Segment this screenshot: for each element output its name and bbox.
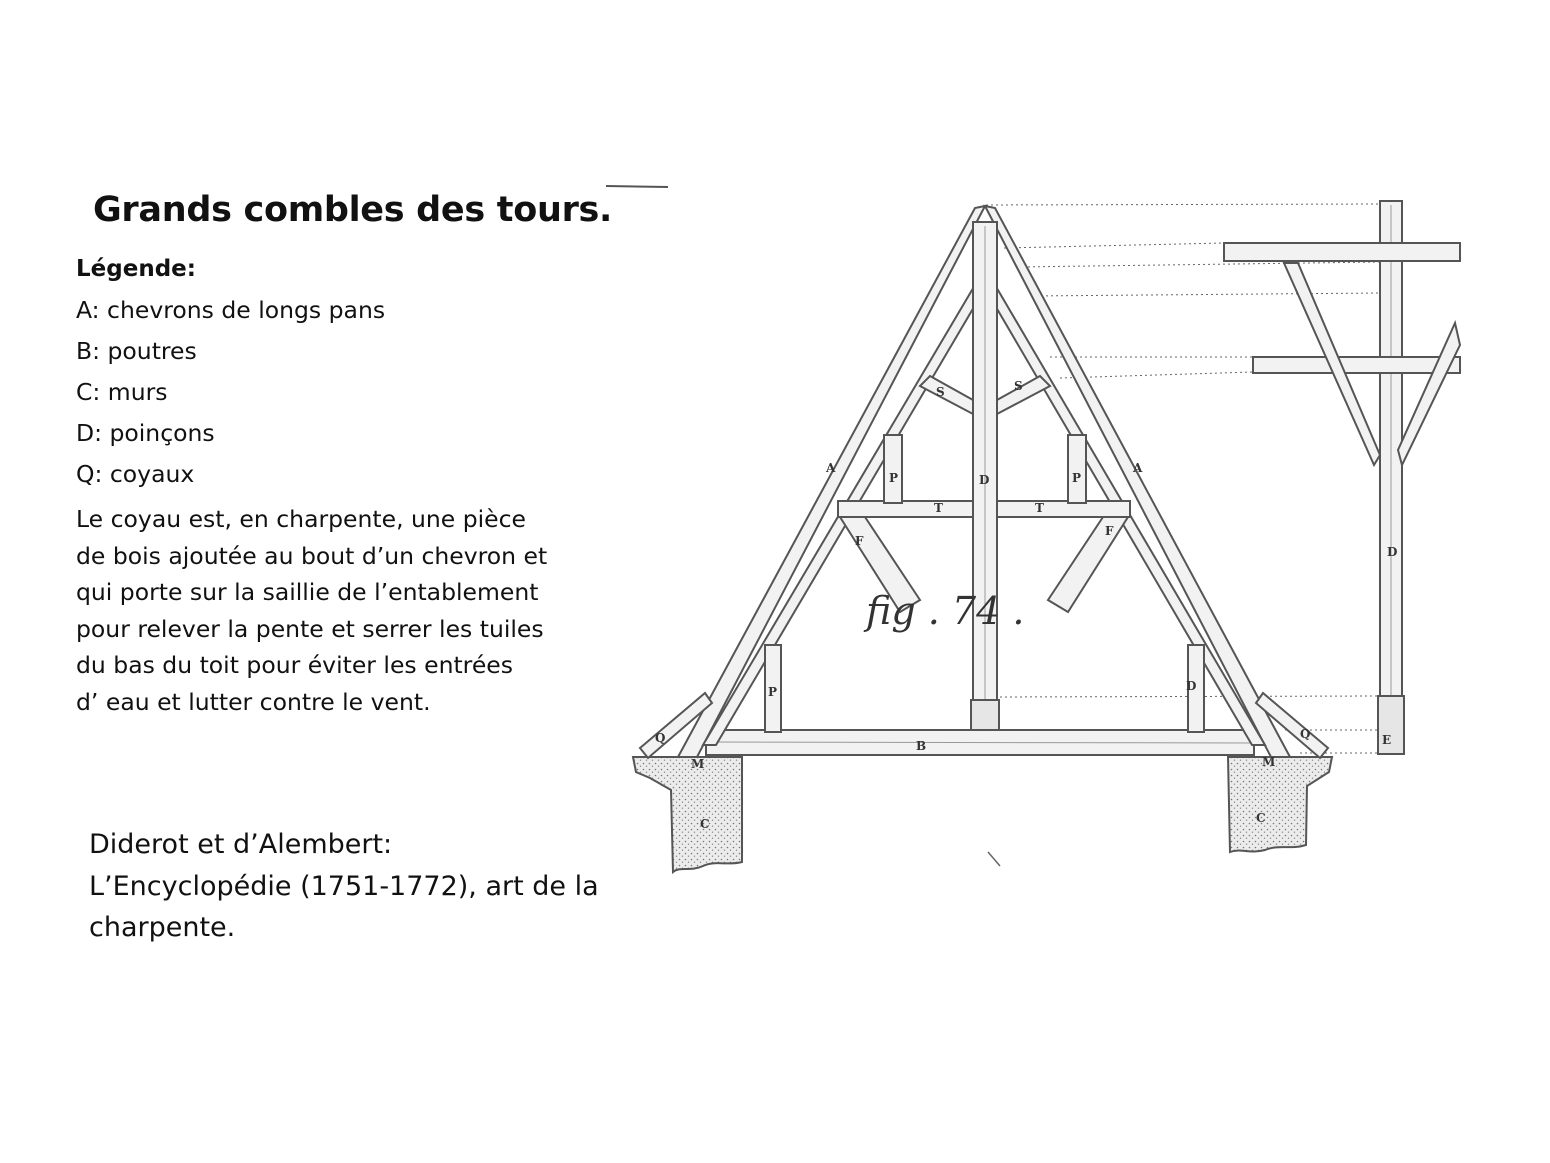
letter-e-side: E (1382, 733, 1392, 747)
legend-heading: Légende: (76, 256, 196, 282)
letter-p-left: P (889, 471, 899, 485)
letter-p-lower: P (768, 685, 778, 699)
king-post-foot (971, 700, 999, 730)
right-rafter (985, 206, 1290, 757)
left-wall (633, 757, 742, 872)
letter-a-right: A (1133, 461, 1143, 475)
letter-b: B (916, 739, 927, 753)
source-credit (89, 824, 599, 949)
legend (76, 256, 547, 720)
credit-line: Diderot et d’Alembert: (89, 829, 393, 860)
legend-item-c: C: murs (76, 378, 168, 406)
coyau-description (76, 501, 547, 720)
side-right-brace (1398, 323, 1460, 465)
letter-t-left: T (934, 501, 943, 515)
letter-q-right: Q (1300, 727, 1311, 741)
credit-line: charpente. (89, 912, 236, 943)
side-purlin-lower (1253, 357, 1460, 373)
page-title: Grands combles des tours. (93, 190, 613, 230)
description-line: de bois ajoutée au bout d’un chevron et (76, 541, 548, 570)
side-purlin-upper (1224, 243, 1460, 261)
letter-s-left: S (936, 385, 945, 399)
legend-item-b: B: poutres (76, 337, 197, 365)
roof-truss-engraving (600, 170, 1470, 890)
figure-caption: fig . 74 . (866, 589, 1025, 633)
description-line: d’ eau et lutter contre le vent. (76, 687, 431, 716)
projection-lines (986, 204, 1380, 753)
letter-p-right: P (1072, 471, 1082, 485)
letter-d-side: D (1387, 545, 1398, 559)
letter-c-left: C (700, 817, 710, 831)
legend-item-a: A: chevrons de longs pans (76, 296, 386, 324)
legend-item-d: D: poinçons (76, 419, 215, 447)
letter-d: D (979, 473, 990, 487)
letter-d-lower: D (1186, 679, 1197, 693)
right-wall (1228, 757, 1332, 852)
left-queen-post (884, 435, 902, 503)
description-line: du bas du toit pour éviter les entrées (76, 651, 513, 679)
letter-q-left: Q (655, 731, 666, 745)
letter-s-right: S (1014, 379, 1023, 393)
side-elevation (1224, 201, 1460, 754)
letter-m-right: M (1262, 755, 1276, 769)
letter-m-left: M (691, 757, 705, 771)
legend-item-q: Q: coyaux (76, 460, 195, 488)
left-upper-strut (920, 376, 973, 414)
stray-mark (988, 852, 1000, 866)
letter-c-right: C (1256, 811, 1266, 825)
letter-a-left: A (826, 461, 836, 475)
stray-mark (606, 186, 668, 187)
letter-f-left: F (855, 534, 864, 548)
letter-t-right: T (1035, 501, 1044, 515)
right-queen-post (1068, 435, 1086, 503)
left-rafter (678, 206, 985, 757)
description-line: qui porte sur la saillie de l’entablement (76, 578, 539, 606)
description-line: pour relever la pente et serrer les tuiles (76, 614, 544, 643)
credit-line: L’Encyclopédie (1751-1772), art de la (89, 870, 599, 902)
description-line: Le coyau est, en charpente, une pièce (76, 505, 527, 533)
right-knee-brace (1048, 517, 1128, 612)
letter-f-right: F (1105, 524, 1114, 538)
right-upper-strut (997, 376, 1050, 414)
